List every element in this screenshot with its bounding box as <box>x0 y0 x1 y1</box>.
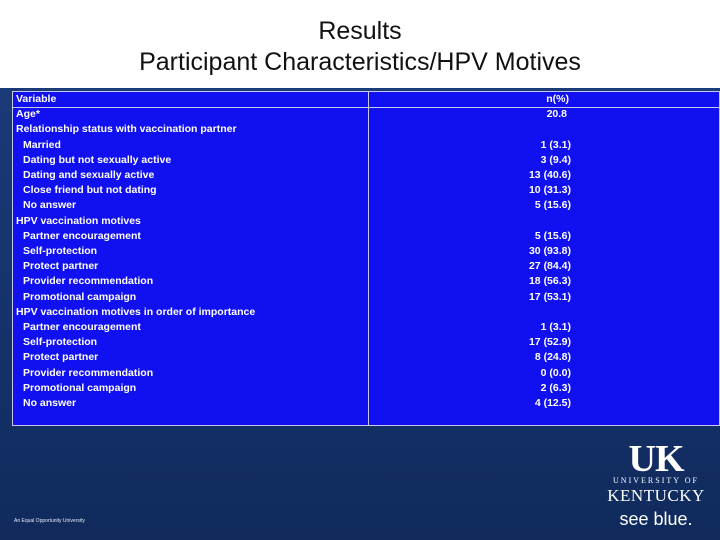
uk-logo-kentucky: KENTUCKY <box>607 486 705 505</box>
row-label: Self-protection <box>23 336 98 349</box>
row-label: Protect partner <box>23 260 99 273</box>
uk-logo-mark: UK <box>628 438 684 480</box>
table-row <box>13 290 719 305</box>
table-row <box>13 229 719 244</box>
row-value: 1 (3.1) <box>540 138 571 151</box>
row-value: 17 (52.9) <box>528 336 571 349</box>
table-row <box>13 214 719 229</box>
table-row <box>13 259 719 274</box>
table-row <box>13 335 719 350</box>
row-value: 13 (40.6) <box>528 169 571 181</box>
row-label: No answer <box>23 199 77 212</box>
row-value: 17 (53.1) <box>528 290 571 303</box>
title-line-1: Results <box>318 17 402 45</box>
row-value: 27 (84.4) <box>528 260 571 273</box>
row-value: 2 (6.3) <box>540 381 571 394</box>
row-label: Close friend but not dating <box>23 184 157 197</box>
row-value: 20.8 <box>546 108 567 121</box>
uk-logo <box>598 440 714 532</box>
table-row <box>13 274 719 289</box>
table-row <box>13 153 719 168</box>
row-label: Variable <box>16 93 57 105</box>
row-value: 8 (24.8) <box>534 351 571 364</box>
row-value: 5 (15.6) <box>534 199 571 212</box>
table-row <box>13 198 719 213</box>
row-value: n(%) <box>546 93 569 105</box>
row-label: Self-protection <box>23 245 98 257</box>
row-value: 10 (31.3) <box>528 184 571 197</box>
row-value: 30 (93.8) <box>528 245 571 257</box>
table-row <box>13 305 719 320</box>
row-label: Promotional campaign <box>23 290 137 303</box>
table-row <box>13 92 719 107</box>
row-value: 4 (12.5) <box>534 397 571 409</box>
row-label: HPV vaccination motives <box>16 214 141 227</box>
row-label: Protect partner <box>23 351 99 364</box>
table-row <box>13 168 719 183</box>
row-value: 5 (15.6) <box>534 229 571 242</box>
table-row <box>13 396 719 411</box>
table-row <box>13 122 719 137</box>
table-row <box>13 244 719 259</box>
footer-note: An Equal Opportunity University <box>14 518 85 524</box>
row-value: 1 (3.1) <box>540 321 571 333</box>
row-label: Age* <box>16 108 40 121</box>
table-row <box>13 381 719 396</box>
title-line-2: Participant Characteristics/HPV Motives <box>139 48 581 76</box>
uk-logo-tagline: see blue. <box>619 509 693 529</box>
uk-logo-university-of: UNIVERSITY OF <box>613 476 699 485</box>
table-row <box>13 107 719 122</box>
row-label: Relationship status with vaccination partner <box>16 123 237 136</box>
slide-title <box>0 16 720 78</box>
results-table <box>12 91 720 426</box>
row-label: Dating and sexually active <box>23 169 155 181</box>
table-row <box>13 350 719 365</box>
row-label: Partner encouragement <box>23 229 141 242</box>
row-label: Partner encouragement <box>23 321 141 333</box>
row-label: Dating but not sexually active <box>23 153 172 166</box>
table-row <box>13 320 719 335</box>
table-row <box>13 183 719 198</box>
row-label: No answer <box>23 397 77 409</box>
row-label: Married <box>23 138 61 151</box>
row-label: HPV vaccination motives in order of importance <box>16 305 256 318</box>
row-label: Promotional campaign <box>23 381 137 394</box>
table-row <box>13 366 719 381</box>
row-value: 18 (56.3) <box>528 275 571 288</box>
row-value: 0 (0.0) <box>540 366 571 379</box>
row-label: Provider recommendation <box>23 366 154 379</box>
table-row <box>13 138 719 153</box>
row-value: 3 (9.4) <box>540 153 571 166</box>
row-label: Provider recommendation <box>23 275 154 288</box>
